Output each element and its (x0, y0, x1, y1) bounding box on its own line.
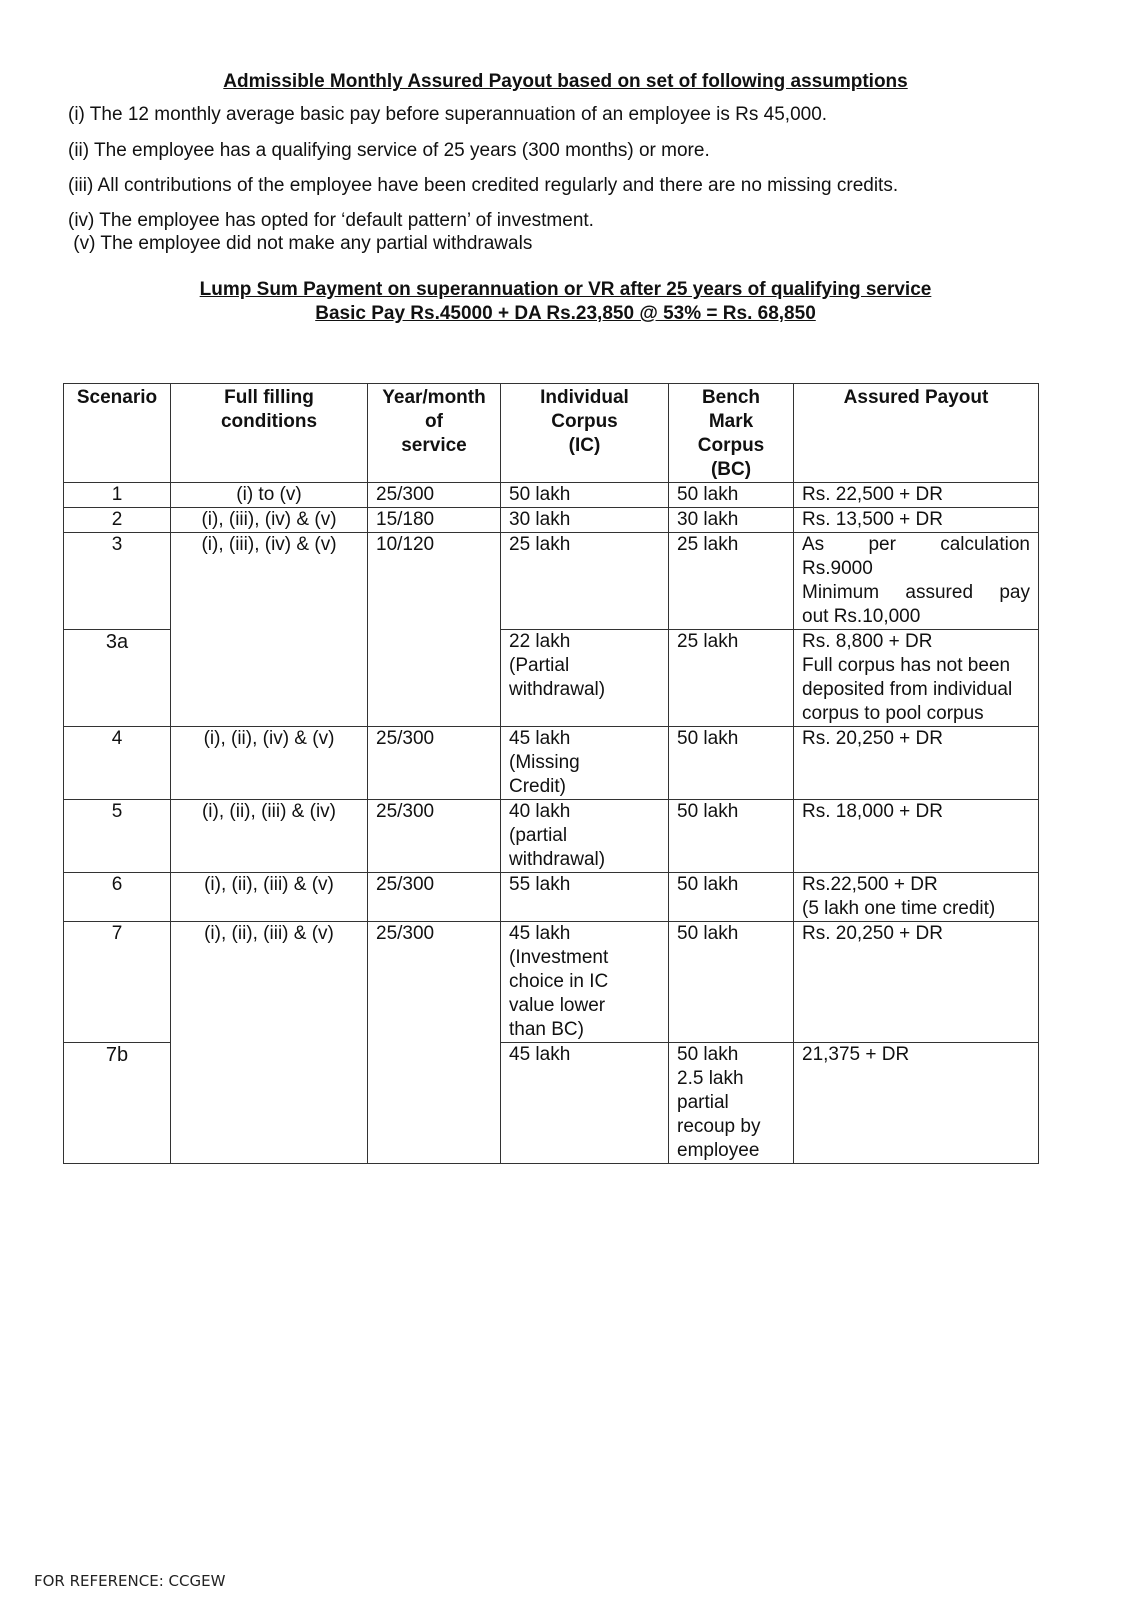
footer-reference: FOR REFERENCE: CCGEW (34, 1572, 226, 1590)
conditions-cell: (i), (ii), (iii) & (v) (171, 873, 368, 922)
table-row (64, 508, 1039, 533)
service-cell: 25/300 (368, 800, 501, 873)
scenario-cell: 7b (64, 1043, 171, 1164)
payout-cell: Rs. 20,250 + DR (794, 727, 1039, 800)
service-cell: 25/300 (368, 922, 501, 1164)
conditions-cell: (i), (iii), (iv) & (v) (171, 533, 368, 727)
table-row (64, 922, 1039, 1043)
table-row (64, 873, 1039, 922)
bc-cell: 30 lakh (669, 508, 794, 533)
service-cell: 25/300 (368, 483, 501, 508)
table-row (64, 483, 1039, 508)
header-scenario: Scenario (64, 384, 171, 483)
table-row (64, 533, 1039, 630)
header-assured-payout: Assured Payout (794, 384, 1039, 483)
ic-cell: 40 lakh (partial withdrawal) (501, 800, 669, 873)
bc-cell: 50 lakh (669, 873, 794, 922)
service-cell: 25/300 (368, 873, 501, 922)
payout-cell: As per calculation Rs.9000 Minimum assured pay out Rs.10,000 (794, 533, 1039, 630)
ic-cell: 45 lakh (Investment choice in IC value lower than BC) (501, 922, 669, 1043)
assured-payout-table (63, 383, 1039, 1164)
ic-cell: 22 lakh (Partial withdrawal) (501, 630, 669, 727)
ic-cell: 30 lakh (501, 508, 669, 533)
bc-cell: 25 lakh (669, 533, 794, 630)
scenario-cell: 6 (64, 873, 171, 922)
payout-cell: 21,375 + DR (794, 1043, 1039, 1164)
scenario-cell: 1 (64, 483, 171, 508)
assumption-3: (iii) All contributions of the employee have been credited regularly and there are no missing credits. (68, 175, 899, 196)
table-row (64, 800, 1039, 873)
ic-cell: 25 lakh (501, 533, 669, 630)
conditions-cell: (i), (ii), (iii) & (v) (171, 922, 368, 1164)
assumption-2: (ii) The employee has a qualifying service of 25 years (300 months) or more. (68, 140, 710, 161)
payout-cell: Rs.22,500 + DR (5 lakh one time credit) (794, 873, 1039, 922)
payout-cell: Rs. 13,500 + DR (794, 508, 1039, 533)
scenario-cell: 3 (64, 533, 171, 630)
conditions-cell: (i), (iii), (iv) & (v) (171, 508, 368, 533)
ic-cell: 55 lakh (501, 873, 669, 922)
header-individual-corpus: Individual Corpus (IC) (501, 384, 669, 483)
payout-cell: Rs. 8,800 + DR Full corpus has not been deposited from individual corpus to pool corpus (794, 630, 1039, 727)
header-benchmark-corpus: Bench Mark Corpus (BC) (669, 384, 794, 483)
bc-cell: 50 lakh (669, 922, 794, 1043)
service-cell: 25/300 (368, 727, 501, 800)
bc-cell: 50 lakh 2.5 lakh partial recoup by employee (669, 1043, 794, 1164)
ic-cell: 50 lakh (501, 483, 669, 508)
bc-cell: 25 lakh (669, 630, 794, 727)
ic-cell: 45 lakh (501, 1043, 669, 1164)
page-heading: Admissible Monthly Assured Payout based on set of following assumptions (223, 71, 908, 92)
scenario-cell: 2 (64, 508, 171, 533)
assumption-4: (iv) The employee has opted for ‘default pattern’ of investment. (68, 210, 594, 231)
header-conditions: Full filling conditions (171, 384, 368, 483)
payout-cell: Rs. 18,000 + DR (794, 800, 1039, 873)
scenario-cell: 4 (64, 727, 171, 800)
scenario-cell: 5 (64, 800, 171, 873)
conditions-cell: (i) to (v) (171, 483, 368, 508)
bc-cell: 50 lakh (669, 727, 794, 800)
table-header-row (64, 384, 1039, 483)
subheading-line1: Lump Sum Payment on superannuation or VR after 25 years of qualifying service (199, 279, 932, 300)
subheading-line2: Basic Pay Rs.45000 + DA Rs.23,850 @ 53% = Rs. 68,850 (315, 303, 816, 324)
assumption-5: (v) The employee did not make any partial withdrawals (68, 233, 533, 254)
conditions-cell: (i), (ii), (iv) & (v) (171, 727, 368, 800)
table-row (64, 727, 1039, 800)
header-service: Year/month of service (368, 384, 501, 483)
scenario-cell: 3a (64, 630, 171, 727)
scenario-cell: 7 (64, 922, 171, 1043)
assumption-1: (i) The 12 monthly average basic pay before superannuation of an employee is Rs 45,000. (68, 104, 828, 125)
conditions-cell: (i), (ii), (iii) & (iv) (171, 800, 368, 873)
ic-cell: 45 lakh (Missing Credit) (501, 727, 669, 800)
bc-cell: 50 lakh (669, 483, 794, 508)
payout-cell: Rs. 20,250 + DR (794, 922, 1039, 1043)
bc-cell: 50 lakh (669, 800, 794, 873)
payout-cell: Rs. 22,500 + DR (794, 483, 1039, 508)
service-cell: 15/180 (368, 508, 501, 533)
service-cell: 10/120 (368, 533, 501, 727)
